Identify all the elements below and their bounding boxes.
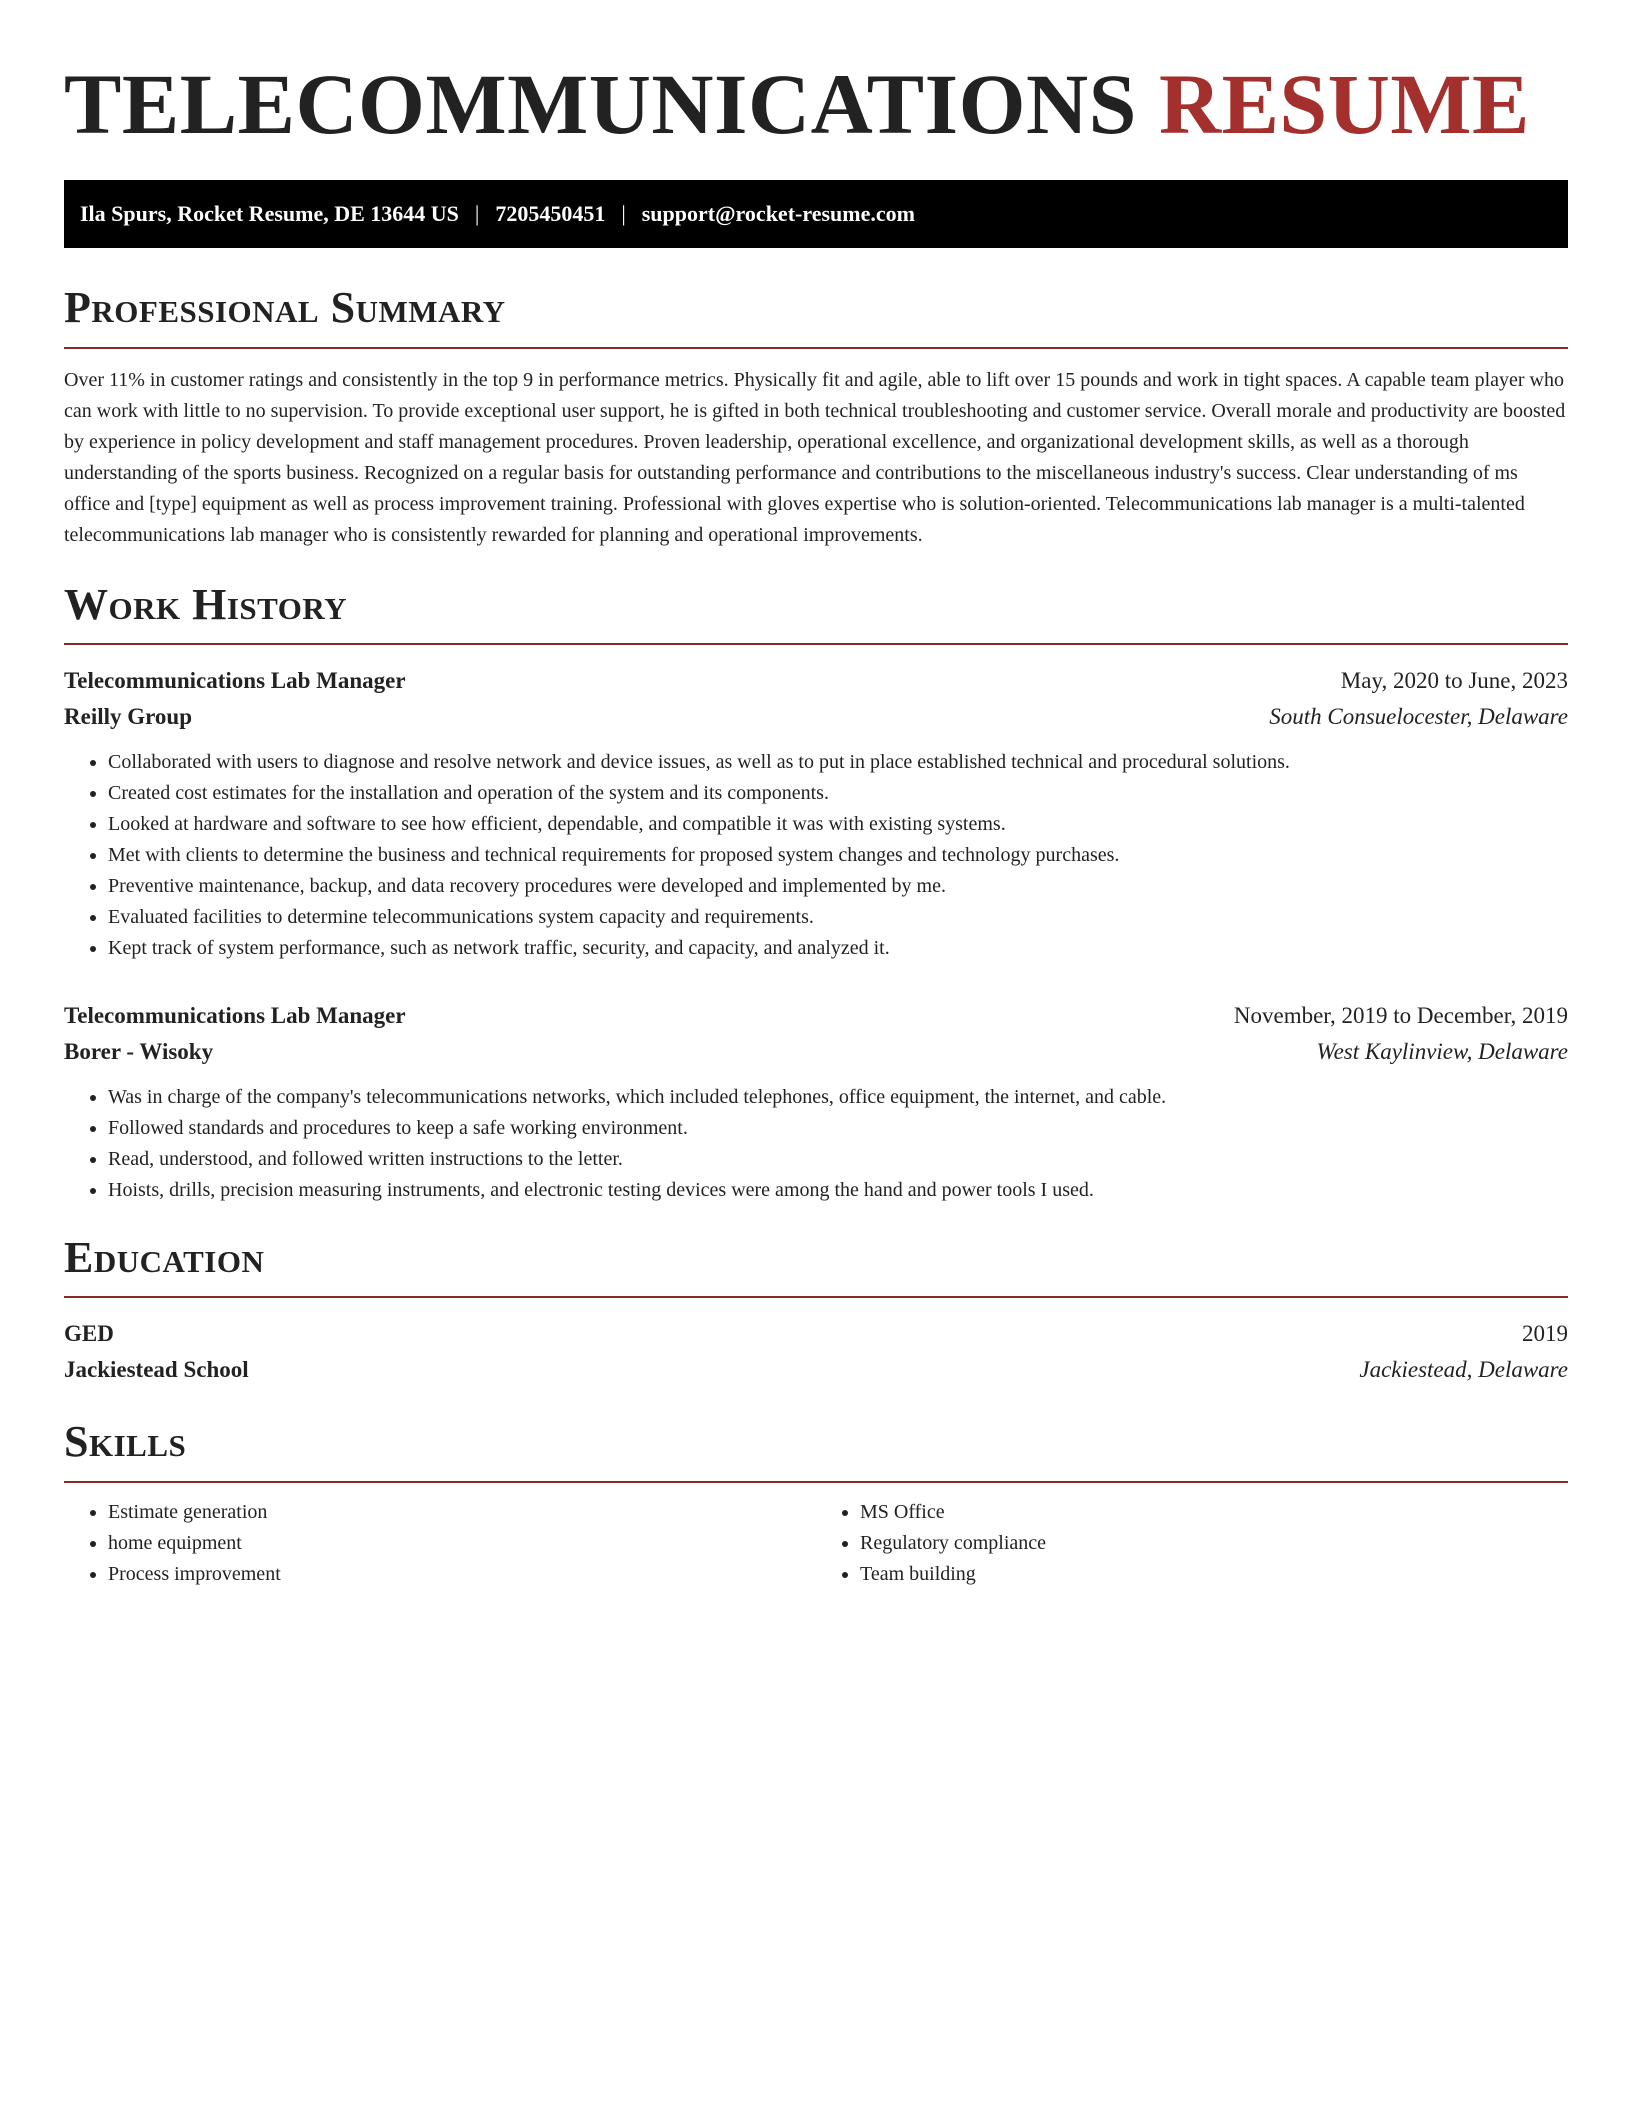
education-school-row [64, 1352, 1568, 1388]
contact-separator: | [621, 201, 626, 227]
job-bullet: • Preventive maintenance, backup, and data recovery procedures were developed and implemented by me. [108, 871, 1568, 902]
contact-bar [64, 180, 1568, 248]
job-bullet: • Was in charge of the company's telecommunications networks, which included telephones, office equipment, the internet, and cable. [108, 1082, 1568, 1113]
resume-title [64, 0, 1568, 152]
job-dates: November, 2019 to December, 2019 [1233, 1003, 1568, 1029]
skills-grid [64, 1497, 1568, 1590]
section-heading: Professional Summary [64, 283, 506, 333]
skills-column-right [816, 1497, 1568, 1590]
job-entry [64, 663, 1568, 964]
job-dates: May, 2020 to June, 2023 [1340, 668, 1568, 694]
education-degree-row [64, 1316, 1568, 1352]
skills-column-left [64, 1497, 816, 1590]
job-title: Telecommunications Lab Manager [64, 668, 406, 694]
skill-item: • Regulatory compliance [860, 1528, 1568, 1559]
job-entry [64, 998, 1568, 1206]
job-company-row [64, 1034, 1568, 1070]
title-main: TELECOMMUNICATIONS [64, 56, 1137, 152]
work-history-section [64, 581, 1568, 1206]
job-bullet: • Kept track of system performance, such as network traffic, security, and capacity, and analyzed it. [108, 933, 1568, 964]
skill-item: • home equipment [108, 1528, 816, 1559]
skill-item: • MS Office [860, 1497, 1568, 1528]
section-heading: Skills [64, 1417, 187, 1467]
section-divider [64, 1296, 1568, 1298]
education-section [64, 1234, 1568, 1388]
education-degree: GED [64, 1321, 114, 1347]
job-header-row [64, 998, 1568, 1034]
section-divider [64, 347, 1568, 349]
job-location: West Kaylinview, Delaware [1316, 1039, 1568, 1065]
education-school: Jackiestead School [64, 1357, 249, 1383]
job-bullets [64, 747, 1568, 964]
education-entry [64, 1316, 1568, 1388]
job-bullets [64, 1082, 1568, 1206]
job-bullet: • Evaluated facilities to determine telecommunications system capacity and requirements. [108, 902, 1568, 933]
job-company-row [64, 699, 1568, 735]
skills-section [64, 1418, 1568, 1589]
section-heading: Education [64, 1233, 265, 1283]
education-location: Jackiestead, Delaware [1359, 1357, 1568, 1383]
contact-email[interactable]: support@rocket-resume.com [641, 201, 915, 227]
skill-item: • Team building [860, 1559, 1568, 1590]
job-location: South Consuelocester, Delaware [1269, 704, 1568, 730]
job-bullet: • Hoists, drills, precision measuring instruments, and electronic testing devices were among the hand and power tools I used. [108, 1175, 1568, 1206]
job-title: Telecommunications Lab Manager [64, 1003, 406, 1029]
professional-summary-section [64, 284, 1568, 550]
job-bullet: • Collaborated with users to diagnose and resolve network and device issues, as well as to put in place established technical and procedural solutions. [108, 747, 1568, 778]
job-bullet: • Read, understood, and followed written instructions to the letter. [108, 1144, 1568, 1175]
section-divider [64, 1481, 1568, 1483]
skill-item: • Process improvement [108, 1559, 816, 1590]
title-accent: RESUME [1158, 56, 1530, 152]
contact-phone[interactable]: 7205450451 [495, 201, 606, 227]
contact-separator: | [474, 201, 480, 227]
job-bullet: • Looked at hardware and software to see how efficient, dependable, and compatible it was with existing systems. [108, 809, 1568, 840]
education-year: 2019 [1522, 1321, 1568, 1347]
section-divider [64, 643, 1568, 645]
job-bullet: • Created cost estimates for the installation and operation of the system and its components. [108, 778, 1568, 809]
job-header-row [64, 663, 1568, 699]
skill-item: • Estimate generation [108, 1497, 816, 1528]
job-bullet: • Met with clients to determine the business and technical requirements for proposed system changes and technology purchases. [108, 840, 1568, 871]
job-bullet: • Followed standards and procedures to keep a safe working environment. [108, 1113, 1568, 1144]
section-heading: Work History [64, 579, 348, 629]
summary-text: Over 11% in customer ratings and consistently in the top 9 in performance metrics. Physically fit and agile, able to lift over 15 pounds and work in tight spaces. A capable team player who can work with little to no supervision. To provide exceptional user support, he is gifted in both technical troubleshooting and customer service. Overall morale and productivity are boosted by experience in policy development and staff management procedures. Proven leadership, operational excellence, and organizational development skills, as well as a thorough understanding of the sports business. Recognized on a regular basis for outstanding performance and contributions to the miscellaneous industry's success. Clear understanding of ms office and [type] equipment as well as process improvement training. Professional with gloves expertise who is solution-oriented. Telecommunications lab manager is a multi-talented telecommunications lab manager who is consistently rewarded for planning and operational improvements. [64, 368, 1566, 546]
job-company: Reilly Group [64, 704, 193, 730]
job-company: Borer - Wisoky [64, 1039, 214, 1065]
contact-address: Ila Spurs, Rocket Resume, DE 13644 US [80, 201, 459, 227]
